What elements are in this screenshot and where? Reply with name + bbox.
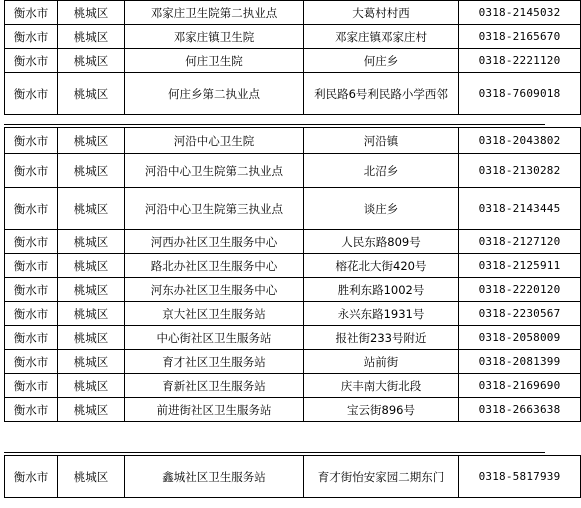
phone-cell: 0318-2169690 xyxy=(459,374,581,398)
table-row xyxy=(5,25,581,49)
district-cell: 桃城区 xyxy=(58,188,125,230)
district-cell: 桃城区 xyxy=(58,302,125,326)
address-cell: 育才街怡安家园二期东门 xyxy=(304,456,459,498)
city-cell: 衡水市 xyxy=(5,350,58,374)
address-cell: 谈庄乡 xyxy=(304,188,459,230)
table-row xyxy=(5,374,581,398)
separator-1 xyxy=(4,124,545,125)
district-cell: 桃城区 xyxy=(58,326,125,350)
phone-cell: 0318-7609018 xyxy=(459,73,581,115)
table-row xyxy=(5,1,581,25)
city-cell: 衡水市 xyxy=(5,154,58,188)
phone-cell: 0318-5817939 xyxy=(459,456,581,498)
clinic-name-cell: 路北办社区卫生服务中心 xyxy=(125,254,304,278)
district-cell: 桃城区 xyxy=(58,128,125,154)
separator-2 xyxy=(4,452,545,453)
table-row xyxy=(5,456,581,498)
table-row xyxy=(5,188,581,230)
phone-cell: 0318-2130282 xyxy=(459,154,581,188)
city-cell: 衡水市 xyxy=(5,25,58,49)
address-cell: 何庄乡 xyxy=(304,49,459,73)
address-cell: 胜利东路1002号 xyxy=(304,278,459,302)
address-cell: 利民路6号利民路小学西邻 xyxy=(304,73,459,115)
table-row xyxy=(5,230,581,254)
city-cell: 衡水市 xyxy=(5,278,58,302)
phone-cell: 0318-2220120 xyxy=(459,278,581,302)
city-cell: 衡水市 xyxy=(5,398,58,422)
city-cell: 衡水市 xyxy=(5,230,58,254)
city-cell: 衡水市 xyxy=(5,1,58,25)
phone-cell: 0318-2143445 xyxy=(459,188,581,230)
address-cell: 榕花北大街420号 xyxy=(304,254,459,278)
phone-cell: 0318-2125911 xyxy=(459,254,581,278)
table-row xyxy=(5,254,581,278)
address-cell: 北沼乡 xyxy=(304,154,459,188)
table-row xyxy=(5,128,581,154)
clinic-table-group-1 xyxy=(4,0,581,115)
clinic-name-cell: 育新社区卫生服务站 xyxy=(125,374,304,398)
phone-cell: 0318-2127120 xyxy=(459,230,581,254)
city-cell: 衡水市 xyxy=(5,326,58,350)
clinic-name-cell: 河沿中心卫生院第三执业点 xyxy=(125,188,304,230)
clinic-name-cell: 河东办社区卫生服务中心 xyxy=(125,278,304,302)
district-cell: 桃城区 xyxy=(58,350,125,374)
address-cell: 大葛村村西 xyxy=(304,1,459,25)
city-cell: 衡水市 xyxy=(5,254,58,278)
table-row xyxy=(5,350,581,374)
phone-cell: 0318-2230567 xyxy=(459,302,581,326)
district-cell: 桃城区 xyxy=(58,1,125,25)
district-cell: 桃城区 xyxy=(58,398,125,422)
table-row xyxy=(5,278,581,302)
phone-cell: 0318-2165670 xyxy=(459,25,581,49)
table-row xyxy=(5,326,581,350)
clinic-name-cell: 京大社区卫生服务站 xyxy=(125,302,304,326)
phone-cell: 0318-2058009 xyxy=(459,326,581,350)
address-cell: 河沿镇 xyxy=(304,128,459,154)
city-cell: 衡水市 xyxy=(5,188,58,230)
address-cell: 永兴东路1931号 xyxy=(304,302,459,326)
district-cell: 桃城区 xyxy=(58,230,125,254)
table-row xyxy=(5,73,581,115)
district-cell: 桃城区 xyxy=(58,278,125,302)
clinic-name-cell: 育才社区卫生服务站 xyxy=(125,350,304,374)
clinic-name-cell: 河沿中心卫生院第二执业点 xyxy=(125,154,304,188)
address-cell: 站前街 xyxy=(304,350,459,374)
table-row xyxy=(5,302,581,326)
address-cell: 人民东路809号 xyxy=(304,230,459,254)
phone-cell: 0318-2081399 xyxy=(459,350,581,374)
clinic-name-cell: 前进街社区卫生服务站 xyxy=(125,398,304,422)
district-cell: 桃城区 xyxy=(58,73,125,115)
phone-cell: 0318-2145032 xyxy=(459,1,581,25)
district-cell: 桃城区 xyxy=(58,25,125,49)
district-cell: 桃城区 xyxy=(58,374,125,398)
clinic-name-cell: 河沿中心卫生院 xyxy=(125,128,304,154)
district-cell: 桃城区 xyxy=(58,49,125,73)
city-cell: 衡水市 xyxy=(5,302,58,326)
clinic-name-cell: 邓家庄镇卫生院 xyxy=(125,25,304,49)
clinic-name-cell: 鑫城社区卫生服务站 xyxy=(125,456,304,498)
address-cell: 宝云街896号 xyxy=(304,398,459,422)
phone-cell: 0318-2043802 xyxy=(459,128,581,154)
district-cell: 桃城区 xyxy=(58,254,125,278)
city-cell: 衡水市 xyxy=(5,374,58,398)
district-cell: 桃城区 xyxy=(58,154,125,188)
table-row xyxy=(5,49,581,73)
city-cell: 衡水市 xyxy=(5,49,58,73)
address-cell: 报社街233号附近 xyxy=(304,326,459,350)
address-cell: 庆丰南大街北段 xyxy=(304,374,459,398)
phone-cell: 0318-2663638 xyxy=(459,398,581,422)
city-cell: 衡水市 xyxy=(5,128,58,154)
table-row xyxy=(5,398,581,422)
clinic-name-cell: 何庄乡第二执业点 xyxy=(125,73,304,115)
clinic-name-cell: 河西办社区卫生服务中心 xyxy=(125,230,304,254)
clinic-name-cell: 邓家庄卫生院第二执业点 xyxy=(125,1,304,25)
city-cell: 衡水市 xyxy=(5,456,58,498)
clinic-table-group-3 xyxy=(4,455,581,498)
clinic-name-cell: 何庄卫生院 xyxy=(125,49,304,73)
phone-cell: 0318-2221120 xyxy=(459,49,581,73)
clinic-name-cell: 中心街社区卫生服务站 xyxy=(125,326,304,350)
clinic-table-group-2 xyxy=(4,127,581,422)
city-cell: 衡水市 xyxy=(5,73,58,115)
district-cell: 桃城区 xyxy=(58,456,125,498)
table-row xyxy=(5,154,581,188)
address-cell: 邓家庄镇邓家庄村 xyxy=(304,25,459,49)
